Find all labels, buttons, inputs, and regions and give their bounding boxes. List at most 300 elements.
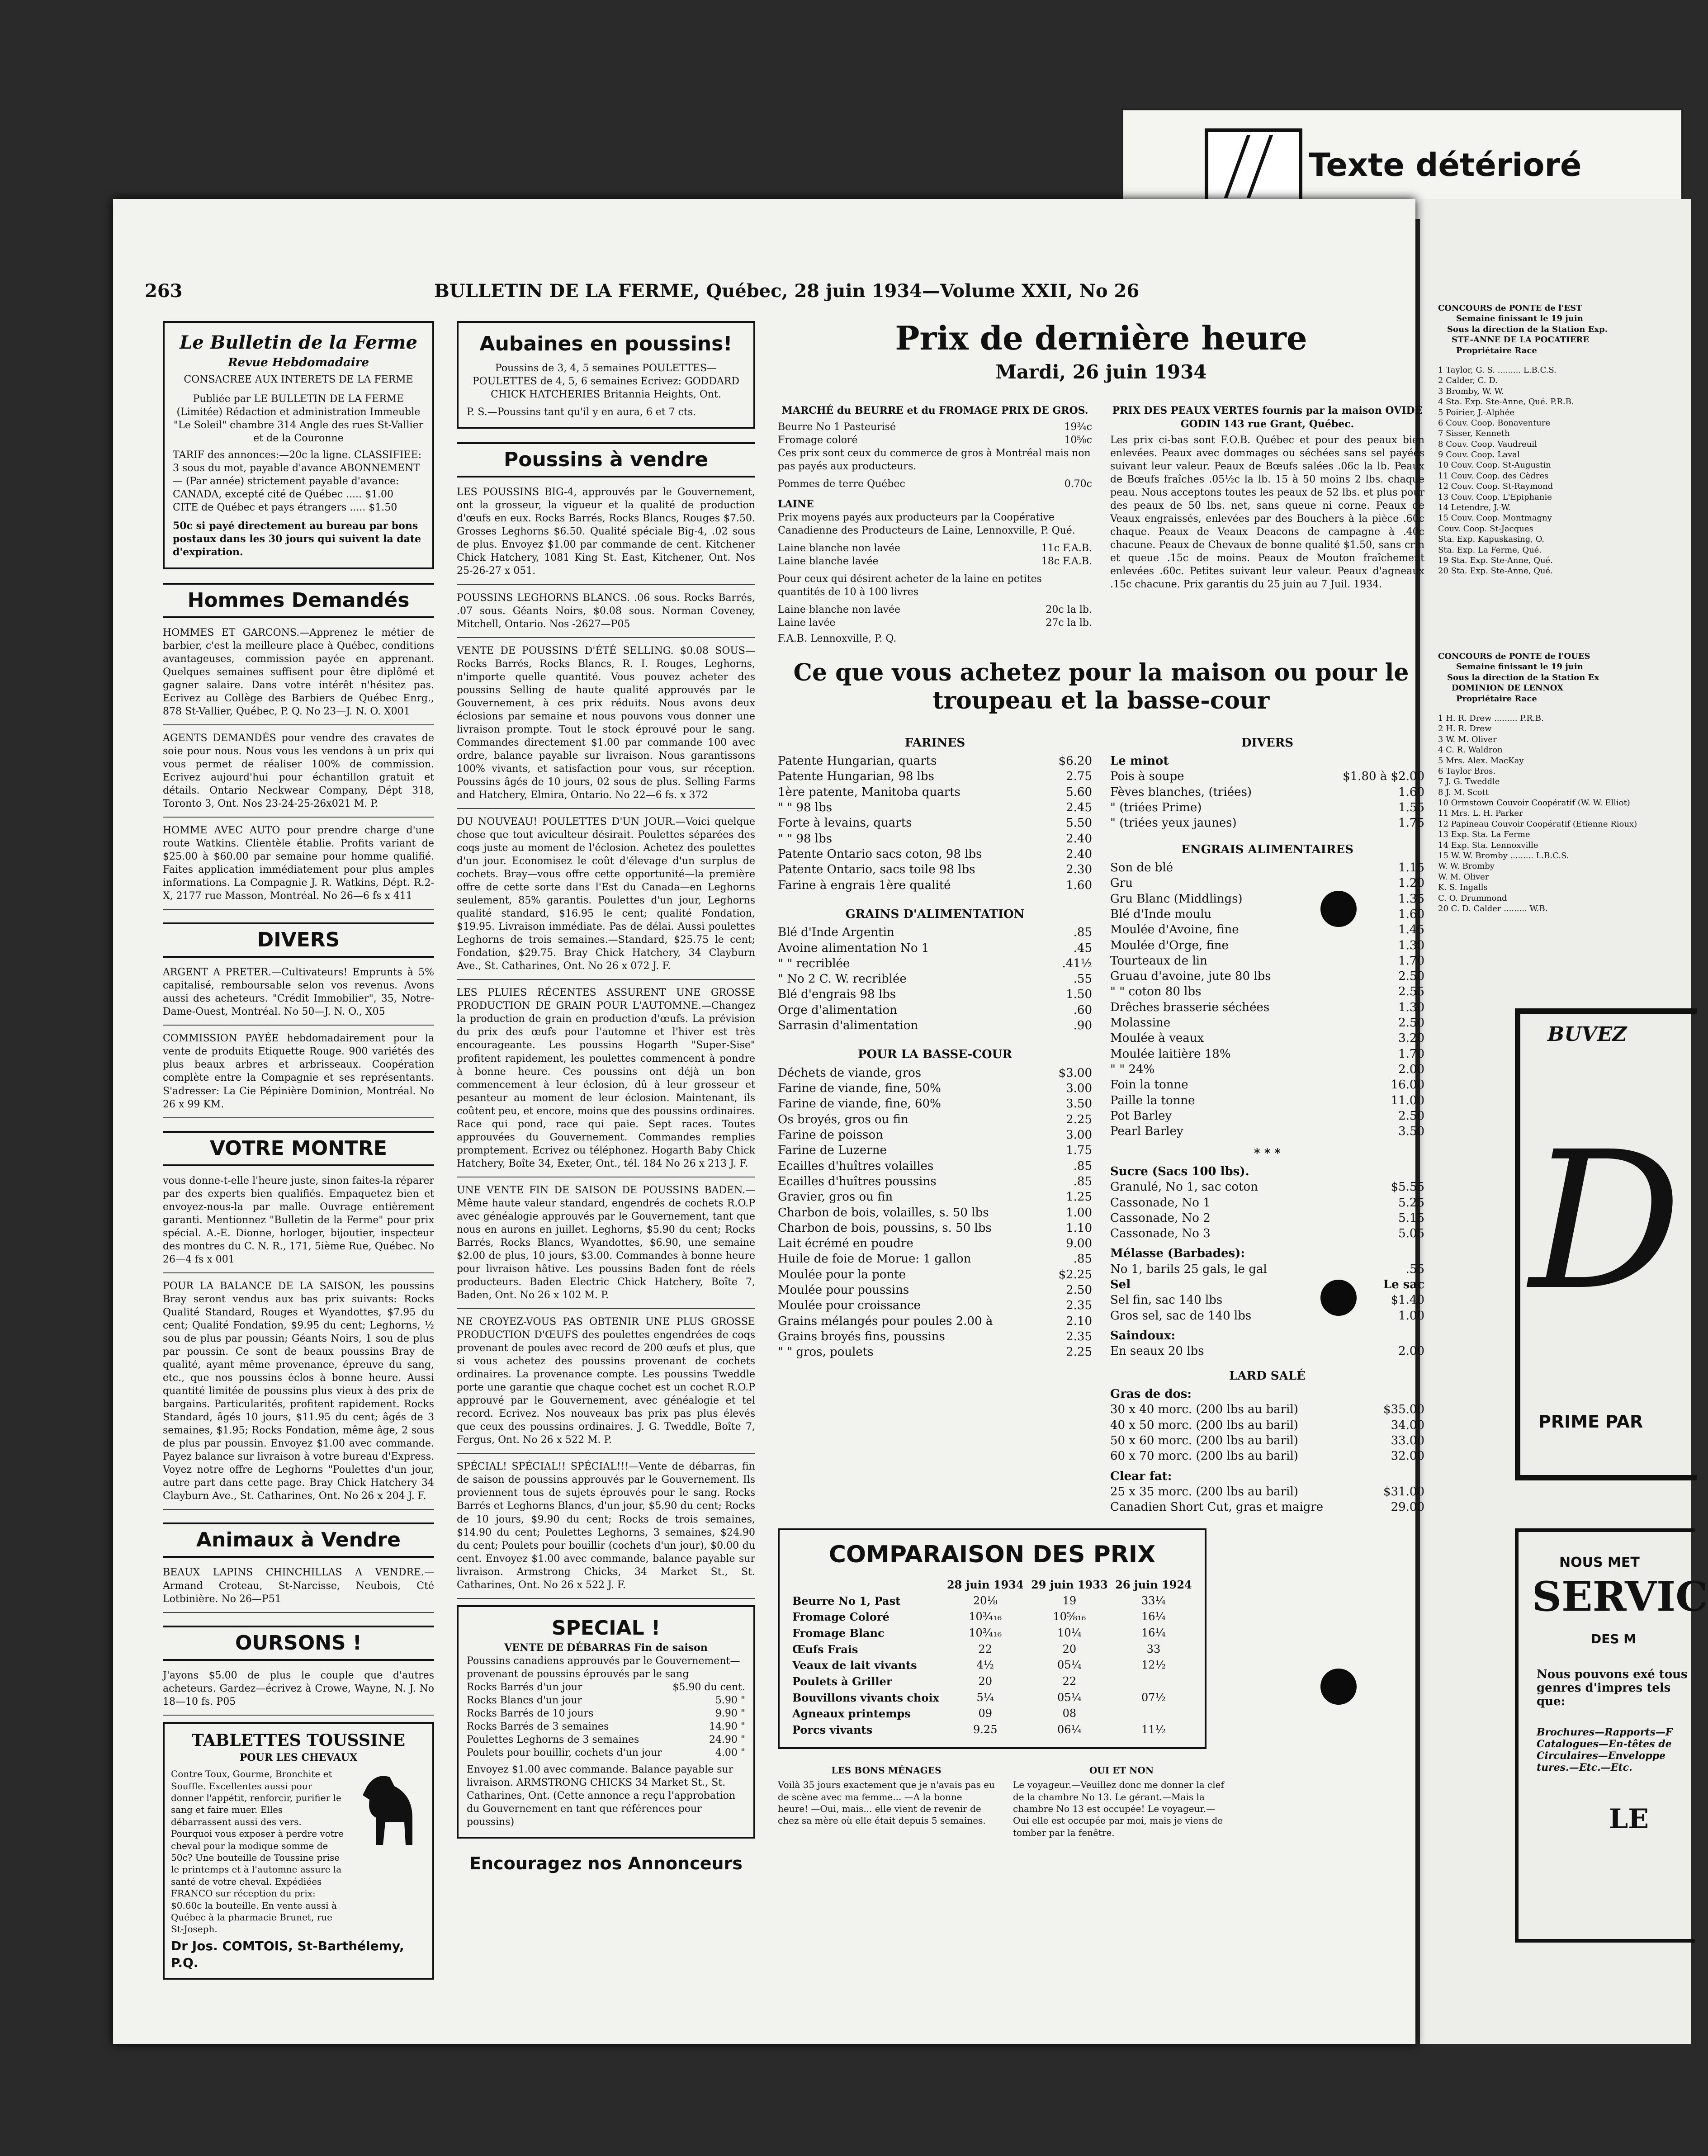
- divers-price: 1.60: [1398, 785, 1424, 799]
- special-row: [467, 1733, 745, 1746]
- laine-small-item: Laine lavée: [778, 617, 836, 629]
- masthead-tarif: TARIF des annonces:—20c la ligne. CLASSIFIEE: 3 sous du mot, payable d'avance ABONNEMENT — (Par année) strictement payable d'avance:: [173, 449, 422, 487]
- engrais-row: [1110, 938, 1424, 953]
- special-row: [467, 1694, 745, 1707]
- basse-cour-price: 1.00: [1066, 1206, 1092, 1220]
- comparaison-cell-a: 9.25: [973, 1723, 998, 1736]
- special-rows: [467, 1681, 745, 1759]
- banner-label: Texte détérioré: [1309, 147, 1582, 184]
- grain-row: [778, 925, 1092, 940]
- contest-east-entry: 5 Poirier, J.-Alphée: [1438, 407, 1515, 417]
- contest-east-title: CONCOURS de PONTE de l'EST: [1438, 303, 1582, 313]
- divers-price: 1.75: [1398, 816, 1424, 830]
- comparaison-col-header: 29 juin 1933: [1031, 1578, 1108, 1592]
- engrais-item: Pot Barley: [1110, 1109, 1172, 1123]
- masthead-published: Publiée par LE BULLETIN DE LA FERME (Limitée) Rédaction et administration Immeuble "Le Soleil" chambre 314 Angle des rues St-Vallier et de la Couronne: [173, 393, 424, 444]
- engrais-price: 1.70: [1398, 1047, 1424, 1061]
- engrais-row: [1110, 1000, 1424, 1015]
- comparaison-title: COMPARAISON DES PRIX: [828, 1541, 1156, 1569]
- engrais-item: Paille la tonne: [1110, 1093, 1195, 1107]
- comparaison-cell-b: 05¼: [1057, 1659, 1082, 1672]
- sucre-table: [1110, 1179, 1424, 1241]
- sel-item: Gros sel, sac de 140 lbs: [1110, 1309, 1252, 1323]
- grain-row: [778, 941, 1092, 956]
- gras-item: 50 x 60 morc. (200 lbs au baril): [1110, 1433, 1298, 1447]
- comparaison-row: [789, 1657, 1196, 1674]
- comparaison-cell-item: Veaux de lait vivants: [792, 1659, 917, 1672]
- gros-row: [778, 434, 1092, 447]
- comparaison-cell-a: 4½: [976, 1659, 994, 1672]
- contest-west-entry: 14 Exp. Sta. Lennoxville: [1438, 840, 1538, 850]
- basse-cour-item: Grains mélangés pour poules 2.00 à: [778, 1314, 993, 1328]
- basse-cour-item: Lait écrémé en poudre: [778, 1237, 913, 1251]
- basse-cour-price: 2.50: [1066, 1283, 1092, 1297]
- contest-east-entry: 6 Couv. Coop. Bonaventure: [1438, 418, 1551, 428]
- basse-cour-item: Moulée pour croissance: [778, 1299, 921, 1313]
- special-price: 24.90 ": [709, 1734, 745, 1745]
- comparaison-col-header: 26 juin 1924: [1115, 1578, 1192, 1592]
- basse-cour-row: [778, 1189, 1092, 1205]
- divers-head: DIVERS: [1241, 736, 1294, 750]
- gros-price: 10⅝c: [1064, 434, 1092, 446]
- basse-cour-price: 3.50: [1066, 1097, 1092, 1111]
- comparaison-cell-item: Fromage Blanc: [792, 1626, 885, 1640]
- section-hommes: Hommes Demandés: [163, 583, 434, 618]
- basse-cour-price: 2.25: [1066, 1345, 1092, 1359]
- farine-item: Patente Hungarian, 98 lbs: [778, 770, 934, 784]
- menages-head: LES BONS MÉNAGES: [831, 1764, 942, 1776]
- grain-price: .55: [1073, 972, 1092, 986]
- engrais-item: " " 24%: [1110, 1063, 1155, 1076]
- special-end: Envoyez $1.00 avec commande. Balance payable sur livraison. ARMSTRONG CHICKS 34 Market St., St. Catharines, Ont. (Cette annonce a reçu l'approbation du Gouvernement en tant que références pour poussins): [467, 1764, 736, 1828]
- basse-cour-item: Farine de Luzerne: [778, 1144, 887, 1158]
- masthead-cite: CITE de Québec et pays étrangers ..... $1.50: [173, 502, 397, 514]
- contest-west-entry: 1 H. R. Drew ......... P.R.B.: [1438, 713, 1544, 723]
- special-item: Rocks Barrés d'un jour: [467, 1681, 582, 1693]
- divers-row: [1110, 785, 1424, 800]
- clear-table: [1110, 1484, 1424, 1515]
- ad-watkins: HOMME AVEC AUTO pour prendre charge d'une route Watkins. Clientèle établie. Profits variant de $25.00 à $60.00 par semaine pour homme qualifié. Faites application immédiatement pour plus amples informations. La Compagnie J. R. Watkins, Dépt. R.2-X, 2177 rue Masson, Montréal. No 26—6 fs x 411: [163, 824, 434, 910]
- farine-row: [778, 878, 1092, 893]
- comparaison-cell-b: 20: [1062, 1642, 1077, 1655]
- farine-row: [778, 862, 1092, 877]
- basse-cour-row: [778, 1096, 1092, 1111]
- special-price: 4.00 ": [715, 1747, 745, 1759]
- clear-price: $31.00: [1383, 1485, 1424, 1499]
- engrais-head: ENGRAIS ALIMENTAIRES: [1181, 842, 1353, 856]
- farine-item: Patente Hungarian, quarts: [778, 754, 937, 768]
- farine-price: 2.45: [1066, 801, 1092, 814]
- contest-east-entry: 1 Taylor, G. S. ......... L.B.C.S.: [1438, 365, 1557, 375]
- contest-east: [1438, 303, 1691, 577]
- basse-cour-item: Grains broyés fins, poussins: [778, 1330, 945, 1343]
- contest-west-entry: 12 Papineau Couvoir Coopératif (Etienne Rioux): [1438, 819, 1637, 829]
- divers-table: [1110, 769, 1424, 831]
- laine-item: Laine blanche lavée: [778, 555, 879, 567]
- minot-head: Le minot: [1110, 754, 1169, 768]
- basse-cour-item: Os broyés, gros ou fin: [778, 1112, 908, 1126]
- punch-hole: [1320, 1669, 1357, 1705]
- grain-price: .41½: [1062, 956, 1092, 970]
- basse-cour-price: 2.35: [1066, 1330, 1092, 1343]
- engrais-row: [1110, 891, 1424, 907]
- masthead-tagline: CONSACREE AUX INTERETS DE LA FERME: [184, 374, 413, 386]
- basse-cour-row: [778, 1282, 1092, 1298]
- basse-cour-row: [778, 1081, 1092, 1096]
- basse-cour-price: 3.00: [1066, 1082, 1092, 1095]
- sucre-price: $5.55: [1391, 1180, 1424, 1194]
- clear-head: Clear fat:: [1110, 1469, 1172, 1483]
- engrais-price: 1.45: [1398, 923, 1424, 937]
- basse-cour-item: Huile de foie de Morue: 1 gallon: [778, 1252, 971, 1266]
- masthead-title: Le Bulletin de la Ferme: [180, 332, 417, 353]
- pommes-item: Pommes de terre Québec: [778, 478, 905, 490]
- basse-cour-item: Farine de poisson: [778, 1128, 883, 1142]
- grain-item: Sarrasin d'alimentation: [778, 1019, 918, 1033]
- grain-row: [778, 1018, 1092, 1033]
- ad-list: Brochures—Rapports—F Catalogues—En-têtes de Circulaires—Enveloppe tures.—Etc.—Etc.: [1537, 1726, 1673, 1773]
- engrais-price: 1.30: [1398, 938, 1424, 952]
- column-3: [778, 321, 1424, 1839]
- engrais-price: 11.00: [1391, 1093, 1424, 1107]
- sel-price: $1.40: [1391, 1293, 1424, 1307]
- toussine-title: TABLETTES TOUSSINE: [191, 1730, 406, 1750]
- comparaison-cell-a: 5¼: [976, 1691, 994, 1704]
- comparaison-row: [789, 1706, 1196, 1722]
- comparaison-cell-item: Poulets à Griller: [792, 1675, 892, 1688]
- basse-cour-price: 1.10: [1066, 1221, 1092, 1235]
- achetez-title: Ce que vous achetez pour la maison ou pour le troupeau et la basse-cour: [793, 658, 1409, 715]
- laine-row: [778, 542, 1092, 555]
- ad-montre: vous donne-t-elle l'heure juste, sinon faites-la réparer par des experts bien qualifiés. Empaquetez bien et envoyez-nous-la par malle. Ouvrage entièrement garanti. Mentionnez "Bulletin de la Ferme" pour prix spécial. A.-E. Dionne, horloger, bijoutier, inspecteur des montres du C. N. R., 171, 5ième Rue, Québec. No 26—4 fs x 001: [163, 1174, 434, 1273]
- contest-west-entry: 20 C. D. Calder ......... W.B.: [1438, 903, 1548, 913]
- ad-big4: LES POUSSINS BIG-4, approuvés par le Gouvernement, ont la grosseur, la vigueur et la qualité de production d'œufs en eux. Rocks Barrés, Rocks Blancs, Rouges $7.50. Grosses Leghorns $6.50. Qualité spéciale Big-4, .02 sous de plus. Envoyez $1.00 par commande de cent. Kitchener Chick Hatchery, 1081 King St. East, Kitchener, Ont. Nos 25-26-27 x 051.: [457, 486, 755, 585]
- contest-west-place: DOMINION DE LENNOX: [1452, 683, 1564, 693]
- basse-cour-row: [778, 1251, 1092, 1267]
- engrais-item: Moulée d'Avoine, fine: [1110, 923, 1239, 937]
- basse-cour-price: .85: [1073, 1174, 1092, 1188]
- basse-cour-item: " " gros, poulets: [778, 1345, 874, 1359]
- adjacent-page: [1420, 199, 1708, 2044]
- basse-cour-item: Gravier, gros ou fin: [778, 1190, 893, 1204]
- comparaison-cell-c: [1112, 1706, 1196, 1722]
- contest-east-entry: Sta. Exp. Kapuskasing, O.: [1438, 534, 1545, 544]
- contest-west-entry: 8 J. M. Scott: [1438, 787, 1489, 797]
- comparaison-cell-item: Beurre No 1, Past: [792, 1594, 901, 1608]
- basse-cour-table: [778, 1065, 1092, 1360]
- farine-item: Forte à levains, quarts: [778, 816, 912, 830]
- ad-baden: UNE VENTE FIN DE SAISON DE POUSSINS BADEN.—Même haute valeur standard, engendrés de cochets R.O.P avec généalogie approuvés par le Gouvernement, tant que nous en aurons en juillet. Leghorns, $5.90 du cent; Rocks Barrés, Rocks Blancs, Wyandottes, $6.90, une semaine $2.00 de plus, 10 jours, $3.00. Commandes à bonne heure pour livraison hâtive. Les poussins Baden font de réels producteurs. Baden Electric Chick Hatchery, Boîte 7, Baden, Ont. No 26 x 102 M. P.: [457, 1184, 755, 1309]
- grain-price: .60: [1073, 1003, 1092, 1017]
- comparaison-cell-c: 33: [1146, 1642, 1161, 1655]
- prix-title: Prix de dernière heure: [895, 319, 1307, 357]
- contest-west-cols: Propriétaire Race: [1456, 694, 1537, 704]
- divers-row: [1110, 800, 1424, 815]
- sel-price: 1.00: [1398, 1309, 1424, 1323]
- grain-item: Orge d'alimentation: [778, 1003, 897, 1017]
- divers-price: 1.55: [1398, 801, 1424, 814]
- special-row: [467, 1681, 745, 1694]
- sucre-price: 5.15: [1398, 1211, 1424, 1225]
- engrais-price: 2.50: [1398, 969, 1424, 983]
- comparaison-row: [789, 1609, 1196, 1625]
- comparaison-row: [789, 1593, 1196, 1609]
- contest-west: [1438, 651, 1691, 914]
- masthead-box: [163, 321, 434, 569]
- comparaison-cell-a: 20: [978, 1675, 993, 1688]
- sucre-row: [1110, 1226, 1424, 1241]
- comparaison-cell-a: 09: [978, 1707, 993, 1720]
- melasse-row: [1110, 1262, 1424, 1277]
- basse-cour-item: Déchets de viande, gros: [778, 1066, 922, 1080]
- laine2-table: [778, 603, 1092, 629]
- pommes-row: [778, 478, 1092, 491]
- special-item: Rocks Blancs d'un jour: [467, 1694, 582, 1706]
- special-item: Poulettes Leghorns de 3 semaines: [467, 1734, 639, 1745]
- farine-item: " " 98 lbs: [778, 832, 833, 846]
- farine-price: 1.60: [1066, 878, 1092, 892]
- masthead-canada: CANADA, excepté cité de Québec ..... $1.00: [173, 489, 393, 501]
- farine-row: [778, 785, 1092, 800]
- comparaison-cell-b: 19: [1062, 1594, 1077, 1607]
- laine-small-row: [778, 616, 1092, 629]
- basse-cour-price: 3.00: [1066, 1128, 1092, 1142]
- engrais-item: Gru Blanc (Middlings): [1110, 892, 1243, 906]
- toussine-sign: Dr Jos. COMTOIS, St-Barthélemy, P.Q.: [171, 1938, 404, 1970]
- gros-row: [778, 421, 1092, 434]
- engrais-item: Tourteaux de lin: [1110, 954, 1207, 968]
- special-title: SPECIAL !: [551, 1616, 661, 1640]
- ad-selling: VENTE DE POUSSINS D'ÉTÉ SELLING. $0.08 SOUS—Rocks Barrés, Rocks Blancs, R. I. Rouges, Leghorns, n'importe quelle quantité. Vous pouvez acheter des poussins Selling de haute qualité approuvés par le Gouvernement, à ces prix réduits. Nous avons deux éclosions par semaine et nous pouvons vous donner une livraison prompte. Tout le stock éprouvé pour le sang. Commandes directement $1.00 par commande 100 avec ordre, balance payable sur livraison. Nous garantissons 100% vivants, et satisfaction pour vous, sur réception. Poussins âgés de 10 jours, 02 sous de plus. Selling Farms and Hatchery, Elmira, Ontario. No 22—6 fs. x 372: [457, 644, 755, 809]
- sel-row: [1110, 1308, 1424, 1324]
- section-poussins: Poussins à vendre: [457, 442, 755, 478]
- contest-east-entry: 20 Sta. Exp. Ste-Anne, Qué.: [1438, 566, 1553, 576]
- contest-east-entry: 4 Sta. Exp. Ste-Anne, Qué. P.R.B.: [1438, 397, 1574, 407]
- laine-note2: Pour ceux qui désirent acheter de la laine en petites quantités de 10 à 100 livres: [778, 573, 1042, 598]
- gros-item: Fromage coloré: [778, 434, 858, 446]
- contest-east-entry: 2 Calder, C. D.: [1438, 376, 1498, 386]
- contest-west-list: [1438, 713, 1691, 914]
- ad-balance: POUR LA BALANCE DE LA SAISON, les poussins Bray seront vendus aux bas prix suivants: Rocks Qualité Standard, Rouges et Wyandottes, $7.95 du cent; Qualité Fondation, $9.95 du cent; Leghorns, ½ sou de plus par poussin; Géants Noirs, 1 sou de plus par poussin. Ce sont de beaux poussins Bray de qualité, ayant même provenance, épreuve du sang, etc., que nos poussins éclos à bonne heure. Aussi quantité limitée de poussins plus vieux à des prix de bargains. Particularités, profitent rapidement. Rocks Standard, âgés 10 jours, $11.95 du cent; âgés de 3 semaines, $1.95; Rocks Fondation, même âge, 2 sous de plus par poussin. Envoyez $1.00 avec commande. Payez balance sur livraison à votre bureau d'Express. Voyez notre offre de Leghorns "Poulettes d'un jour, autre part dans cette page. Bray Chick Hatchery 34 Clayburn Ave., St. Catharines, Ont. No 26 x 204 J. F.: [163, 1280, 434, 1510]
- melasse-head: Mélasse (Barbades):: [1110, 1247, 1245, 1261]
- clear-price: 29.00: [1391, 1500, 1424, 1514]
- laine-head: LAINE: [778, 498, 814, 510]
- comparaison-cell-b: 10¼: [1057, 1626, 1082, 1640]
- grain-item: Avoine alimentation No 1: [778, 941, 929, 955]
- comparaison-row: [789, 1625, 1196, 1641]
- contest-east-entry: 14 Letendre, J.-W.: [1438, 503, 1511, 513]
- grain-price: .45: [1073, 941, 1092, 955]
- basse-cour-row: [778, 1205, 1092, 1220]
- contest-west-entry: 11 Mrs. L. H. Parker: [1438, 808, 1523, 818]
- divers-item: Fèves blanches, (triées): [1110, 785, 1252, 799]
- farine-item: Patente Ontario, sacs toile 98 lbs: [778, 863, 975, 877]
- basse-cour-row: [778, 1143, 1092, 1158]
- basse-cour-row: [778, 1344, 1092, 1360]
- ad-lapins: BEAUX LAPINS CHINCHILLAS A VENDRE.—Armand Croteau, St-Narcisse, Neubois, Cté Lotbinière. No 26—P51: [163, 1566, 434, 1612]
- grain-row: [778, 971, 1092, 987]
- comparaison-box: [778, 1528, 1206, 1749]
- engrais-row: [1110, 953, 1424, 969]
- basse-cour-row: [778, 1267, 1092, 1282]
- basse-cour-row: [778, 1314, 1092, 1329]
- comparaison-cell-c: 16¼: [1141, 1610, 1166, 1623]
- special-row: [467, 1720, 745, 1733]
- gras-price: $35.00: [1383, 1403, 1424, 1417]
- service-text: SERVIC: [1532, 1573, 1708, 1621]
- farine-price: 2.30: [1066, 863, 1092, 877]
- contest-west-entry: W. M. Oliver: [1438, 872, 1489, 882]
- basse-cour-item: Moulée pour la ponte: [778, 1267, 906, 1281]
- special-box: [457, 1605, 755, 1839]
- divers-price: $1.80 à $2.00: [1343, 770, 1424, 784]
- ad-poulettes: DU NOUVEAU! POULETTES D'UN JOUR.—Voici quelque chose que tout aviculteur désirait. Poulettes séparées des coqs juste au moment de l'éclosion. Achetez des poulettes d'un jour. Economisez le coût d'élevage d'un surplus de cochets. Bray—vous offre cette opportunité—la première offre de cette sorte dans l'Est du Canada—en Leghorns seulement, 85% garantis. Poulettes d'un jour, Leghorns qualité standard, $16.95 le cent; qualité Fondation, $19.95. Livraison immédiate. Pas de délai. Aussi poulettes Leghorns de trois semaines.—Standard, $25.75 le cent; Fondation, $29.75. Bray Chick Hatchery, 34 Clayburn Ave., St. Catharines, Ont. No 26 x 072 J. F.: [457, 815, 755, 980]
- contest-west-sub: Semaine finissant le 19 juin: [1456, 662, 1583, 672]
- comparaison-row: [789, 1674, 1196, 1690]
- divers-item: Pois à soupe: [1110, 770, 1184, 784]
- grain-item: " No 2 C. W. recriblée: [778, 972, 907, 986]
- engrais-item: Molassine: [1110, 1016, 1171, 1030]
- menages-body: Voilà 35 jours exactement que je n'avais pas eu de scène avec ma femme... —A la bonne heure! —Oui, mais... elle vient de revenir de chez sa mère où elle était depuis 5 semaines.: [778, 1779, 995, 1826]
- farine-row: [778, 769, 1092, 784]
- contest-west-entry: W. W. Bromby: [1438, 861, 1495, 871]
- sel-head-row: [1110, 1277, 1424, 1292]
- peaux-body: Les prix ci-bas sont F.O.B. Québec et pour des peaux bien enlevées. Peaux avec dommages ou séchées sans sel payées suivant leur valeur. Peaux de Bœufs salées .06c la lb. Peaux de Bœufs fraîches .05½c la lb. 15 à 50 moins 2 lbs. chaque peau. Nous acceptons toutes les peaux de 52 lbs. et plus pour des peaux de 50 lbs. net, sans queue ni corne. Peaux de Veaux engraissés, enlevées par des Bouchers à la pièce .60c chaque. Peaux de Veaux Deacons de campagne à .40c chacune. Peaux de Chevaux de bonne qualité $1.50, sans crin et queue .15c de moins. Peaux de Mouton fraîchement enlevées .60c. Petites suivant leur valeur. Peaux d'agneaux .15c chacune. Prix garantis du 25 juin au 7 Juil. 1934.: [1110, 434, 1424, 590]
- engrais-price: 16.00: [1391, 1078, 1424, 1092]
- contest-west-entry: C. O. Drummond: [1438, 893, 1507, 903]
- engrais-price: 2.50: [1398, 1016, 1424, 1030]
- comparaison-cell-a: 10¾₁₆: [969, 1626, 1002, 1640]
- running-head: BULLETIN DE LA FERME, Québec, 28 juin 1934—Volume XXII, No 26: [434, 280, 1140, 302]
- aubaines-body: Poussins de 3, 4, 5 semaines POULETTES—POULETTES de 4, 5, 6 semaines Ecrivez: GODDARD CHICK HATCHERIES Britannia Heights, Ont.: [472, 363, 740, 401]
- engrais-row: [1110, 1124, 1424, 1139]
- comparaison-cell-c: 33¼: [1141, 1594, 1166, 1607]
- engrais-row: [1110, 1077, 1424, 1092]
- contest-west-entry: 15 W. W. Bromby ......... L.B.C.S.: [1438, 851, 1569, 861]
- basse-cour-item: Charbon de bois, poussins, s. 50 lbs: [778, 1221, 992, 1235]
- masthead-subtitle: Revue Hebdomadaire: [227, 355, 369, 369]
- basse-cour-price: $3.00: [1058, 1066, 1092, 1080]
- aubaines-title: Aubaines en poussins!: [479, 332, 733, 355]
- beurre-head: MARCHÉ du BEURRE et du FROMAGE PRIX DE GROS.: [781, 405, 1088, 417]
- basse-cour-row: [778, 1127, 1092, 1143]
- farines-table: [778, 753, 1092, 893]
- section-divers: DIVERS: [163, 922, 434, 958]
- grains-table: [778, 925, 1092, 1033]
- comparaison-cell-item: Œufs Frais: [792, 1642, 858, 1656]
- comparaison-cell-c: 07½: [1141, 1691, 1166, 1704]
- contest-east-list: [1438, 365, 1691, 577]
- clear-row: [1110, 1484, 1424, 1499]
- engrais-price: 1.20: [1398, 876, 1424, 890]
- section-oursons: OURSONS !: [163, 1626, 434, 1661]
- contest-east-entry: 8 Couv. Coop. Vaudreuil: [1438, 439, 1537, 449]
- basse-cour-row: [778, 1158, 1092, 1174]
- special-sub: VENTE DE DÉBARRAS Fin de saison: [504, 1641, 708, 1654]
- contest-east-dir: Sous la direction de la Station Exp.: [1447, 324, 1608, 334]
- contest-east-entry: 10 Couv. Coop. St-Augustin: [1438, 460, 1551, 470]
- sucre-item: Cassonade, No 1: [1110, 1196, 1211, 1210]
- laine-sign: F.A.B. Lennoxville, P. Q.: [778, 633, 897, 644]
- gros-table: [778, 421, 1092, 447]
- special-price: 14.90 ": [709, 1721, 745, 1732]
- engrais-row: [1110, 875, 1424, 891]
- ad-armstrong: SPÉCIAL! SPÉCIAL!! SPÉCIAL!!!—Vente de débarras, fin de saison de poussins approuvés par le Gouvernement. Ils proviennent tous de sujets éprouvés pour le sang. Rocks Barrés et Leghorns Blancs, d'un jour, $5.90 du cent; Rocks de 10 jours, $9.90 du cent; Rocks de trois semaines, $14.90 du cent; Poulettes Leghorns, 3 semaines, $24.90 du cent; Poulets pour bouillir (cochets d'un jour), $0.00 du cent. Envoyez $1.00 avec commande, balance payable sur livraison. Armstrong Chicks, 34 Market St., St. Catharines, Ont. No 26 x 522 J. F.: [457, 1460, 755, 1598]
- contest-east-entry: 15 Couv. Coop. Montmagny: [1438, 513, 1552, 523]
- sucre-price: 5.05: [1398, 1227, 1424, 1241]
- engrais-row: [1110, 1093, 1424, 1108]
- basse-cour-row: [778, 1329, 1092, 1344]
- grain-price: .85: [1073, 926, 1092, 940]
- sucre-row: [1110, 1210, 1424, 1226]
- sucre-row: [1110, 1195, 1424, 1210]
- basse-cour-item: Ecailles d'huîtres volailles: [778, 1159, 934, 1173]
- ad-body: Nous pouvons exé tous genres d'impres tels que:: [1537, 1668, 1688, 1708]
- basse-cour-price: 9.00: [1066, 1237, 1092, 1251]
- engrais-item: Blé d'Inde moulu: [1110, 907, 1212, 921]
- special-price: $5.90 du cent.: [672, 1681, 745, 1693]
- sel-unit: Le sac: [1383, 1278, 1424, 1292]
- ad-oursons: J'ayons $5.00 de plus le couple que d'autres acheteurs. Gardez—écrivez à Crowe, Wayne, N. J. No 18—10 fs. P05: [163, 1669, 434, 1716]
- laine-price: 18c F.A.B.: [1041, 555, 1092, 567]
- contest-east-entry: 7 Sisser, Kenneth: [1438, 429, 1510, 439]
- contest-east-entry: 12 Couv. Coop. St-Raymond: [1438, 482, 1553, 492]
- encourage-text: Encouragez nos Annonceurs: [469, 1853, 743, 1874]
- grain-price: .90: [1073, 1019, 1092, 1033]
- prix-date: Mardi, 26 juin 1934: [995, 361, 1207, 383]
- grain-row: [778, 956, 1092, 971]
- contest-west-entry: 5 Mrs. Alex. MacKay: [1438, 756, 1524, 766]
- basse-cour-price: $2.25: [1058, 1267, 1092, 1281]
- contest-east-cols: Propriétaire Race: [1456, 345, 1537, 355]
- contest-east-sub: Semaine finissant le 19 juin: [1456, 314, 1583, 324]
- clear-row: [1110, 1499, 1424, 1515]
- basse-cour-row: [778, 1065, 1092, 1081]
- engrais-row: [1110, 984, 1424, 999]
- grains-head: GRAINS D'ALIMENTATION: [845, 907, 1025, 921]
- comparaison-row: [789, 1690, 1196, 1706]
- farine-item: Patente Ontario sacs coton, 98 lbs: [778, 847, 982, 861]
- newspaper-page: [113, 199, 1424, 2044]
- gros-price: 19¾c: [1064, 421, 1092, 433]
- farine-row: [778, 800, 1092, 815]
- horse-icon: [349, 1768, 426, 1858]
- laine-small-price: 27c la lb.: [1046, 617, 1092, 629]
- laine-row: [778, 555, 1092, 568]
- comparaison-cell-b: 22: [1062, 1675, 1077, 1688]
- special-price: 9.90 ": [715, 1707, 745, 1719]
- comparaison-cell-item: Agneaux printemps: [792, 1707, 911, 1721]
- engrais-row: [1110, 1046, 1424, 1062]
- basse-cour-price: .85: [1073, 1159, 1092, 1173]
- comparaison-cell-item: Fromage Coloré: [792, 1610, 889, 1624]
- sucre-head: Sucre (Sacs 100 lbs).: [1110, 1164, 1249, 1178]
- engrais-item: Gruau d'avoine, jute 80 lbs: [1110, 969, 1271, 983]
- comparaison-cell-b: 10⅝₁₆: [1053, 1610, 1086, 1623]
- peaux-head: PRIX DES PEAUX VERTES fournis par la maison OVIDE GODIN 143 rue Grant, Québec.: [1112, 405, 1423, 430]
- sucre-row: [1110, 1179, 1424, 1195]
- grain-item: Blé d'Inde Argentin: [778, 926, 894, 940]
- comparaison-cell-item: Porcs vivants: [792, 1723, 873, 1737]
- basse-cour-item: Ecailles d'huîtres poussins: [778, 1174, 937, 1188]
- section-montre: VOTRE MONTRE: [163, 1131, 434, 1166]
- comparaison-cell-b: 06¼: [1057, 1723, 1082, 1736]
- saindoux-row: [1110, 1343, 1424, 1359]
- sucre-item: Granulé, No 1, sac coton: [1110, 1180, 1258, 1194]
- laine-small-price: 20c la lb.: [1046, 604, 1092, 615]
- farine-item: Farine à engrais 1ère qualité: [778, 878, 951, 892]
- gras-row: [1110, 1402, 1424, 1417]
